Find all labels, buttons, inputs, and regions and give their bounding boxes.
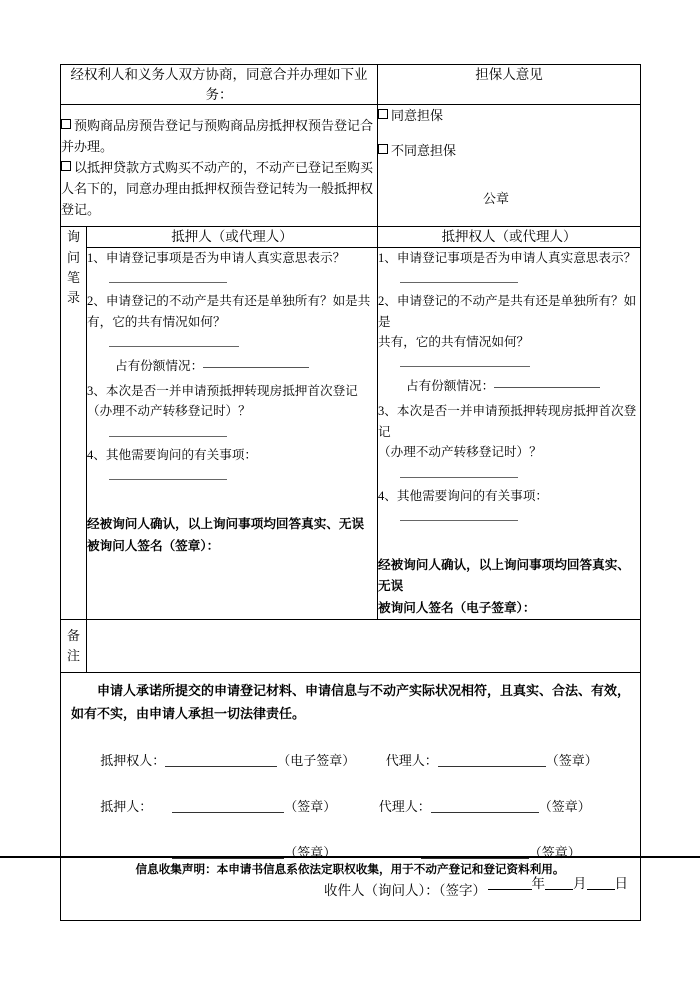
- mortgagee-share-row: [406, 375, 640, 394]
- mortgagee-signature-label[interactable]: 被询问人签名（电子签章）：: [378, 600, 536, 615]
- mortgagor-sign-line[interactable]: [172, 799, 284, 813]
- merge-option-2[interactable]: [61, 157, 377, 220]
- guarantor-opinion-cell: [378, 105, 641, 227]
- day-label: 日: [614, 875, 628, 891]
- checkbox-icon[interactable]: [61, 161, 71, 171]
- mortgagee-q1-answer-line[interactable]: [400, 271, 518, 283]
- commitment-text: 申请人承诺所提交的申请登记材料、申请信息与不动产实际状况相符，且真实、合法、有效，如有不实，由申请人承担一切法律责任。: [71, 683, 631, 722]
- merge-option-2-label: 以抵押贷款方式购买不动产的，不动产已登记至购买人名下的，同意办理由抵押权预告登记转为一般抵押权登记。: [61, 160, 374, 218]
- merge-business-options: [61, 105, 378, 227]
- mortgagor-share-input-line[interactable]: [203, 367, 309, 368]
- mortgagor-q3-line1: 3、本次是否一并申请预抵押转现房抵押首次登记: [87, 384, 358, 399]
- mortgagor-q1: 1、申请登记事项是否为申请人真实意思表示？: [87, 250, 346, 265]
- extra-sign-note-left: （签章）: [284, 844, 337, 860]
- mortgagee-q2-line1: 2、申请登记的不动产是共有还是单独所有？如是: [378, 294, 637, 329]
- mortgagor-column-header: 抵押人（或代理人）: [87, 227, 378, 248]
- remarks-side-label-char-2: 注: [66, 648, 80, 664]
- remarks-side-label-char-1: 备: [66, 628, 80, 644]
- mortgagee-questions-cell: [378, 247, 641, 619]
- receiver-signature-label: 收件人（询问人）：（签字）: [324, 883, 486, 898]
- mortgagee-q1: 1、申请登记事项是否为申请人真实意思表示？: [378, 250, 637, 265]
- agent-sign-label-1: 代理人：: [385, 752, 438, 768]
- mortgagee-confirm-block: [378, 555, 640, 619]
- merge-business-header: 经权利人和义务人双方协商，同意合并办理如下业务：: [61, 65, 378, 105]
- mortgagor-q2-line1: 2、申请登记的不动产是共有还是单独所有？如是共: [87, 294, 371, 309]
- agent-sign-line-1[interactable]: [438, 753, 546, 767]
- agent-sign-note-1: （签章）: [545, 752, 598, 768]
- guarantor-disagree-label: 不同意担保: [391, 143, 457, 159]
- mortgagee-sign-note: （电子签章）: [277, 752, 356, 768]
- signature-row: [73, 796, 628, 842]
- month-label: 月: [573, 875, 587, 891]
- checkbox-icon[interactable]: [61, 119, 71, 129]
- mortgagee-confirm-line1: 经被询问人确认，以上询问事项均回答真实、无误: [378, 558, 630, 594]
- mortgagee-sign-label: 抵押权人：: [100, 752, 166, 768]
- registration-form-table: [60, 64, 641, 921]
- mortgagee-share-input-line[interactable]: [494, 387, 600, 388]
- mortgagee-q3-answer-line[interactable]: [400, 466, 518, 478]
- year-label: 年: [531, 875, 545, 891]
- mortgagee-share-label: 占有份额情况：: [406, 379, 495, 394]
- mortgagor-sign-note: （签章）: [284, 798, 337, 814]
- interview-side-label-char-1: 询: [66, 229, 80, 245]
- table-row: [61, 620, 641, 673]
- mortgagor-confirm-line1: 经被询问人确认，以上询问事项均回答真实、无误: [87, 517, 365, 532]
- extra-sign-note-right: （签章）: [528, 844, 581, 860]
- interview-side-label-char-2: 问: [66, 249, 80, 265]
- commitment-text-block: [61, 673, 640, 730]
- official-seal-label: 公章: [482, 191, 509, 207]
- mortgagor-questions-cell: [87, 247, 378, 619]
- mortgagor-share-row: [115, 355, 377, 374]
- table-row: [61, 105, 641, 227]
- remarks-value[interactable]: [87, 620, 641, 673]
- mortgagor-share-label: 占有份额情况：: [115, 359, 204, 374]
- mortgagor-q4-answer-line[interactable]: [109, 468, 227, 480]
- mortgagee-q3-line1: 3、本次是否一并申请预抵押转现房抵押首次登记: [378, 404, 637, 439]
- mortgagee-column-header: 抵押权人（或代理人）: [378, 227, 641, 248]
- mortgagee-q4: 4、其他需要询问的有关事项：: [378, 488, 549, 503]
- guarantor-agree-label: 同意担保: [391, 108, 444, 124]
- footer-divider: [0, 856, 700, 858]
- guarantor-disagree-option[interactable]: [378, 140, 640, 162]
- signature-row: [73, 750, 628, 796]
- mortgagor-q4: 4、其他需要询问的有关事项：: [87, 447, 258, 462]
- checkbox-icon[interactable]: [378, 109, 388, 119]
- mortgagor-sign-label: 抵押人：: [100, 798, 153, 814]
- remarks-side-label: [61, 620, 87, 673]
- interview-side-label-char-4: 录: [66, 289, 80, 305]
- interview-side-label: [61, 227, 87, 620]
- mortgagor-q2-answer-line[interactable]: [109, 335, 239, 347]
- mortgagor-confirm-block: [87, 514, 377, 557]
- mortgagor-q1-answer-line[interactable]: [109, 271, 227, 283]
- mortgagee-q3-line2: （办理不动产转移登记时）？: [378, 445, 542, 460]
- merge-option-1-label: 预购商品房预告登记与预购商品房抵押权预告登记合并办理。: [61, 118, 374, 155]
- mortgagor-q2-line2: 有，它的共有情况如何？: [87, 314, 226, 329]
- guarantor-header: 担保人意见: [378, 65, 641, 105]
- mortgagee-q4-answer-line[interactable]: [400, 509, 518, 521]
- agent-sign-label-2: 代理人：: [378, 798, 431, 814]
- table-row: [61, 65, 641, 105]
- info-collection-notice: 信息收集声明：本申请书信息系依法定职权收集，用于不动产登记和登记资料利用。: [135, 862, 565, 876]
- checkbox-icon[interactable]: [378, 144, 388, 154]
- table-row: [61, 247, 641, 619]
- mortgagee-q2-answer-line[interactable]: [400, 355, 530, 367]
- mortgagor-signature-label[interactable]: 被询问人签名（签章）：: [87, 538, 220, 553]
- interview-side-label-char-3: 笔: [66, 269, 80, 285]
- merge-option-1[interactable]: [61, 115, 377, 157]
- agent-sign-line-2[interactable]: [431, 799, 539, 813]
- mortgagor-q3-line2: （办理不动产转移登记时）？: [87, 404, 251, 419]
- mortgagee-sign-line[interactable]: [165, 753, 277, 767]
- table-row: [61, 227, 641, 248]
- mortgagee-q2-line2: 共有，它的共有情况如何？: [378, 335, 530, 350]
- mortgagor-q3-answer-line[interactable]: [109, 425, 227, 437]
- guarantor-agree-option[interactable]: [378, 105, 640, 127]
- agent-sign-note-2: （签章）: [538, 798, 591, 814]
